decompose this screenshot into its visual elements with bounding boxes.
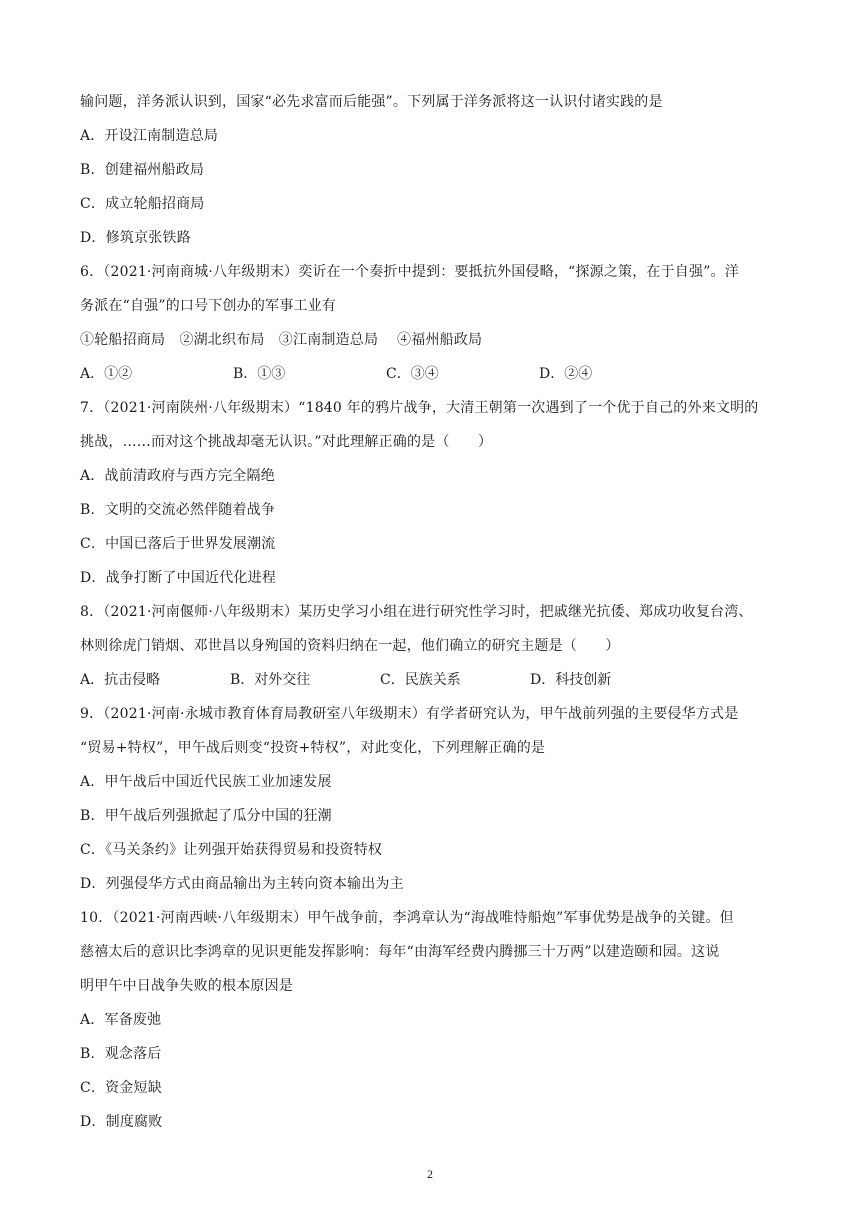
q10-stem-line-1: 10．（2021·河南西峡·八年级期末）甲午战争前，李鸿章认为“海战唯恃船炮”军事优势是战争的关键。但 <box>80 910 734 926</box>
q7-option-b: B．文明的交流必然伴随着战争 <box>80 502 276 518</box>
q8-option-d: D．科技创新 <box>530 672 612 688</box>
q7-stem-line-2: 挑战，……而对这个挑战却毫无认识。”对此理解正确的是（ ） <box>80 434 493 450</box>
q7-option-c: C．中国已落后于世界发展潮流 <box>80 536 276 552</box>
q9-option-a: A．甲午战后中国近代民族工业加速发展 <box>80 774 332 790</box>
q6-options <box>80 357 785 391</box>
q6-option-d: D．②④ <box>539 366 593 382</box>
q10-stem-line-2: 慈禧太后的意识比李鸿章的见识更能发挥影响：每年“由海军经费内腾挪三十万两”以建造颐和园。这说 <box>80 944 720 960</box>
q6-stem-line-2: 务派在“自强”的口号下创办的军事工业有 <box>80 298 337 314</box>
q10-option-d: D．制度腐败 <box>80 1114 163 1130</box>
q8-option-a: A．抗击侵略 <box>80 672 161 688</box>
q7-stem-line-1: 7．（2021·河南陕州·八年级期末）“1840 年的鸦片战争，大清王朝第一次遇到了一个优于自己的外来文明的 <box>80 400 759 416</box>
q7-option-d: D．战争打断了中国近代化进程 <box>80 570 277 586</box>
q6-option-a: A．①② <box>80 366 133 382</box>
q6-items: ①轮船招商局 ②湖北织布局 ③江南制造总局 ④福州船政局 <box>80 332 483 348</box>
q8-stem-line-2: 林则徐虎门销烟、邓世昌以身殉国的资料归纳在一起，他们确立的研究主题是（ ） <box>80 638 620 654</box>
q9-option-b: B．甲午战后列强掀起了瓜分中国的狂潮 <box>80 808 332 824</box>
q5-option-a: A．开设江南制造总局 <box>80 128 219 144</box>
document-page <box>80 85 785 1139</box>
q6-stem-line-1: 6．（2021·河南商城·八年级期末）奕䜣在一个奏折中提到：要抵抗外国侵略，“探源之策，在于自强”。洋 <box>80 264 739 280</box>
q9-option-d: D．列强侵华方式由商品输出为主转向资本输出为主 <box>80 876 404 892</box>
q9-option-c: C．《马关条约》让列强开始获得贸易和投资特权 <box>80 842 383 858</box>
q8-option-c: C．民族关系 <box>380 672 461 688</box>
q9-stem-line-1: 9．（2021·河南·永城市教育体育局教研室八年级期末）有学者研究认为，甲午战前列强的主要侵华方式是 <box>80 706 739 722</box>
q10-option-b: B．观念落后 <box>80 1046 162 1062</box>
q10-option-a: A．军备废弛 <box>80 1012 162 1028</box>
q6-option-b: B．①③ <box>233 366 286 382</box>
q8-option-b: B．对外交往 <box>230 672 311 688</box>
q9-stem-line-2: “贸易+特权”，甲午战后则变“投资+特权”，对此变化，下列理解正确的是 <box>80 740 546 756</box>
page-number: 2 <box>427 1167 433 1181</box>
q5-option-c: C．成立轮船招商局 <box>80 196 205 212</box>
q8-stem-line-1: 8．（2021·河南偃师·八年级期末）某历史学习小组在进行研究性学习时，把戚继光抗倭、郑成功收复台湾、 <box>80 604 753 620</box>
q10-option-c: C．资金短缺 <box>80 1080 162 1096</box>
q5-option-d: D．修筑京张铁路 <box>80 230 191 246</box>
q7-option-a: A．战前清政府与西方完全隔绝 <box>80 468 275 484</box>
q8-options <box>80 663 785 697</box>
q10-stem-line-3: 明甲午中日战争失败的根本原因是 <box>80 978 293 994</box>
q5-stem-continuation: 输问题，洋务派认识到，国家“必先求富而后能强”。下列属于洋务派将这一认识付诸实践的是 <box>80 94 663 110</box>
q6-option-c: C．③④ <box>386 366 439 382</box>
q5-option-b: B．创建福州船政局 <box>80 162 205 178</box>
